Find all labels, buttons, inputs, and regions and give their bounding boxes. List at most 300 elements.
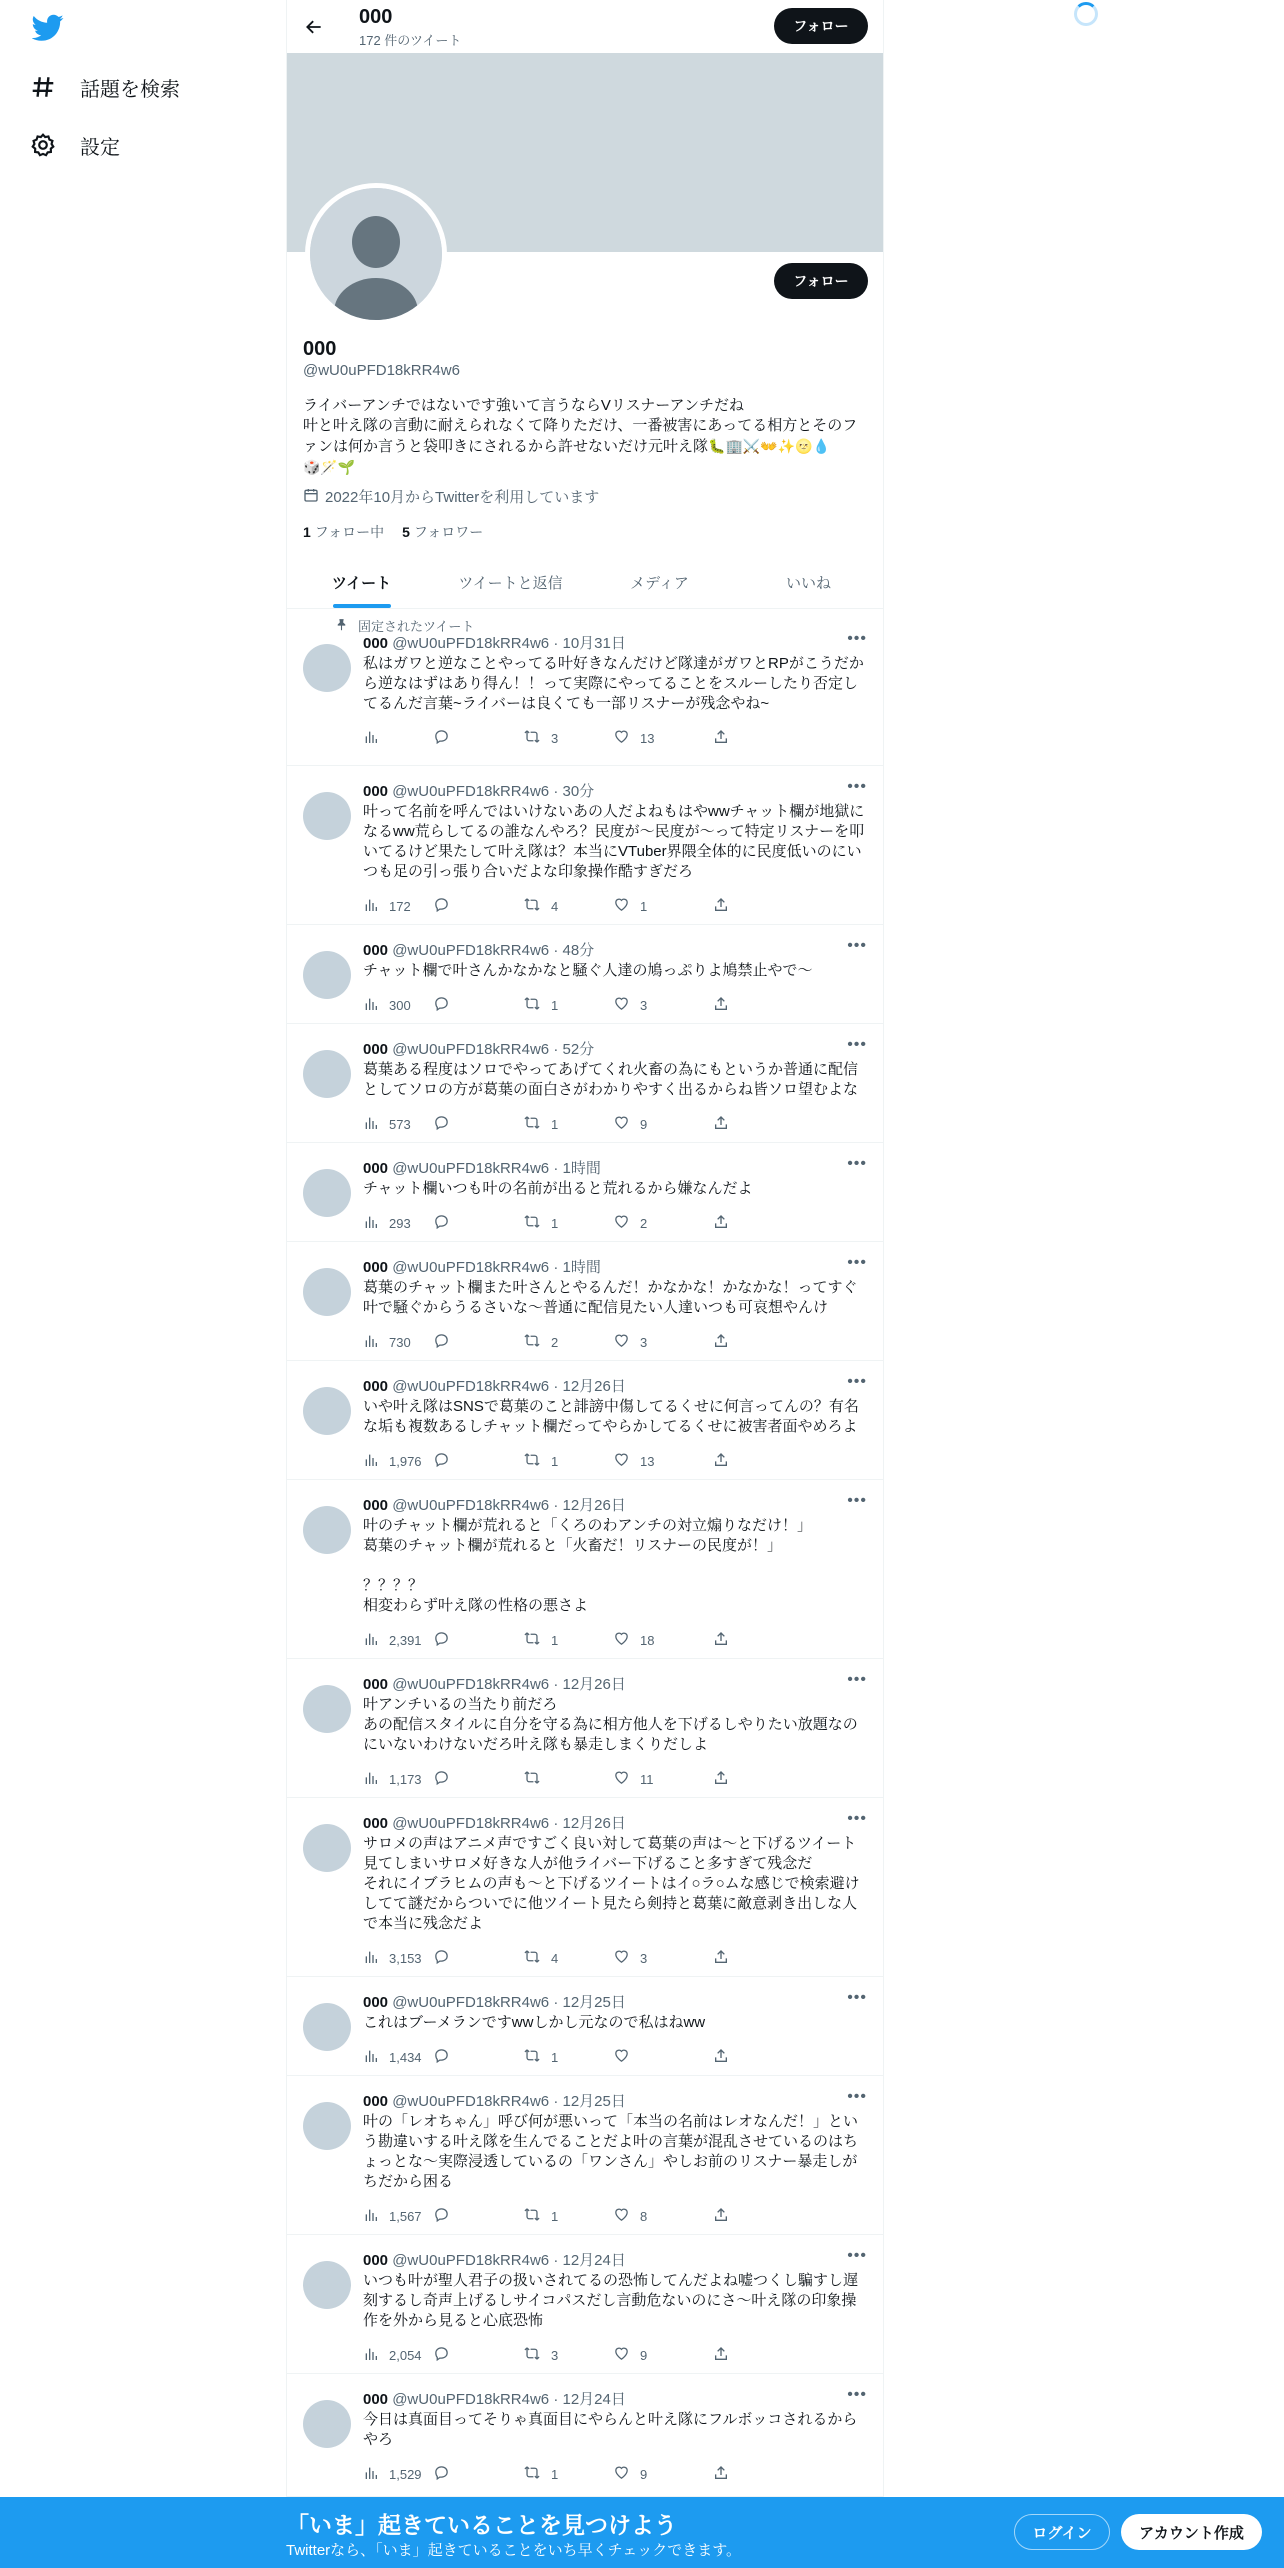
reply-button[interactable] <box>433 1332 523 1352</box>
tweet-time[interactable]: · 1時間 <box>553 1160 601 1177</box>
views-button[interactable] <box>363 728 433 748</box>
reply-icon <box>433 1213 460 1233</box>
tweet-author-name[interactable]: 000 <box>363 2093 389 2110</box>
reply-icon <box>433 1332 460 1352</box>
retweet-button[interactable] <box>523 995 613 1015</box>
tab-tweets[interactable]: ツイート <box>287 556 436 608</box>
tweet[interactable] <box>287 2374 883 2497</box>
tweet[interactable] <box>287 1659 883 1798</box>
nav-item-label: 話題を検索 <box>80 78 180 101</box>
share-icon <box>713 1452 739 1471</box>
views-count: 293 <box>389 1215 411 1231</box>
views-button[interactable] <box>363 2047 433 2067</box>
tweet[interactable] <box>287 2076 883 2235</box>
tweet[interactable] <box>287 925 883 1024</box>
reply-icon <box>433 2345 460 2365</box>
tweet-time[interactable]: · 12月25日 <box>553 2093 626 2110</box>
retweet-icon <box>523 728 551 748</box>
views-icon <box>363 1631 389 1650</box>
tweet-actions <box>363 1948 793 1968</box>
views-button[interactable] <box>363 1451 433 1471</box>
like-count: 3 <box>640 1334 648 1350</box>
tweet-author-handle[interactable]: @wU0uPFD18kRR4w6 <box>392 1041 550 1058</box>
tweet-text: 叶って名前を呼んではいけないあの人だよねもはやwwチャット欄が地獄になるww荒らしてるの誰なんやろ？民度が～民度が～って特定リスナーを叩いてるけど果たして叶え隊は？本当にVTuber界隈全体的に民度低いのにいつも足の引っ張り合いだよな印象操作酷すぎだろ <box>363 803 865 880</box>
tweet-author-name[interactable]: 000 <box>363 942 389 959</box>
twitter-bird-icon[interactable] <box>32 14 64 42</box>
avatar[interactable] <box>303 1824 351 1872</box>
reply-icon <box>433 1630 460 1650</box>
tweet-actions <box>363 2464 793 2484</box>
views-count: 1,976 <box>389 1453 422 1469</box>
like-count: 13 <box>640 1453 655 1469</box>
tweet-author-name[interactable]: 000 <box>363 783 389 800</box>
like-button[interactable] <box>613 896 713 916</box>
tweet-author-name[interactable]: 000 <box>363 1378 389 1395</box>
retweet-button[interactable] <box>523 1630 613 1650</box>
views-count: 730 <box>389 1334 411 1350</box>
retweet-count: 1 <box>551 997 559 1013</box>
more-options-icon[interactable]: ••• <box>847 1492 867 1509</box>
like-button[interactable] <box>613 995 713 1015</box>
reply-icon <box>433 896 460 916</box>
tweet-text: これはブーメランですwwしかし元なので私はねww <box>363 2014 706 2031</box>
like-count: 1 <box>640 898 648 914</box>
avatar[interactable] <box>303 2261 351 2309</box>
following-link[interactable]: 1 フォロー中 <box>303 524 385 540</box>
like-count: 13 <box>640 730 655 746</box>
tweet-author-name[interactable]: 000 <box>363 1259 389 1276</box>
like-button[interactable] <box>613 1630 713 1650</box>
like-button[interactable] <box>613 2206 713 2226</box>
retweet-icon <box>523 1630 551 1650</box>
avatar[interactable] <box>303 644 351 692</box>
tweet-author-handle[interactable]: @wU0uPFD18kRR4w6 <box>392 942 550 959</box>
profile-avatar[interactable] <box>305 183 447 325</box>
retweet-icon <box>523 2464 551 2484</box>
reply-icon <box>433 1114 460 1134</box>
retweet-button[interactable] <box>523 1114 613 1134</box>
tweet-actions <box>363 1114 793 1134</box>
tweet-author-name[interactable]: 000 <box>363 635 389 652</box>
share-button[interactable] <box>713 2206 739 2226</box>
tweet-actions <box>363 2345 793 2365</box>
tweet-time[interactable]: · 12月25日 <box>553 1994 626 2011</box>
tweet-actions <box>363 995 793 1015</box>
joined-text: 2022年10月からTwitterを利用しています <box>325 489 600 506</box>
like-count: 9 <box>640 2347 648 2363</box>
reply-button[interactable] <box>433 2047 523 2067</box>
tweet-text: 今日は真面目ってそりゃ真面目にやらんと叶え隊にフルボッコされるからやろ <box>363 2411 858 2448</box>
like-button[interactable] <box>613 1332 713 1352</box>
tweet-author-handle[interactable]: @wU0uPFD18kRR4w6 <box>392 1378 550 1395</box>
tweet-text: 葛葉のチャット欄また叶さんとやるんだ！かなかな！かなかな！ってすぐ叶で騒ぐからうるさいな～普通に配信見たい人達いつも可哀想やんけ <box>363 1279 858 1316</box>
views-count: 1,173 <box>389 1771 422 1787</box>
views-count: 172 <box>389 898 411 914</box>
tweet-actions <box>363 2047 793 2067</box>
tweet-text: 私はガワと逆なことやってる叶好きなんだけど隊達がガワとRPがこうだから逆なはずはあり得ん！！って実際にやってることをスルーしたり否定してるんだ言葉~ライバーは良くても一部リスナーが残念やね~ <box>363 655 864 712</box>
tweet-author-name[interactable]: 000 <box>363 2391 389 2408</box>
retweet-icon <box>523 896 551 916</box>
tweet-time[interactable]: · 48分 <box>553 942 595 959</box>
tweet[interactable] <box>287 1242 883 1361</box>
retweet-button[interactable] <box>523 1948 613 1968</box>
tweet-time[interactable]: · 10月31日 <box>553 635 626 652</box>
views-icon <box>363 1770 389 1789</box>
tweet-author-handle[interactable]: @wU0uPFD18kRR4w6 <box>392 1497 550 1514</box>
more-options-icon[interactable]: ••• <box>847 2088 867 2105</box>
like-button[interactable] <box>613 1948 713 1968</box>
share-button[interactable] <box>713 1630 739 1650</box>
tweet-author-handle[interactable]: @wU0uPFD18kRR4w6 <box>392 783 550 800</box>
avatar[interactable] <box>303 2400 351 2448</box>
share-icon <box>713 996 739 1015</box>
reply-icon <box>433 2206 460 2226</box>
tweet-text: チャット欄で叶さんかなかなと騒ぐ人達の鳩っぷりよ鳩禁止やで～ <box>363 962 813 979</box>
like-count: 2 <box>640 1215 648 1231</box>
tweet[interactable] <box>287 1480 883 1659</box>
like-button[interactable] <box>613 1769 713 1789</box>
profile-bio <box>303 396 869 477</box>
tweet-time[interactable]: · 12月26日 <box>553 1497 626 1514</box>
reply-icon <box>433 1769 460 1789</box>
heart-icon <box>613 1332 640 1352</box>
share-icon <box>713 2048 739 2067</box>
tweet[interactable] <box>287 766 883 925</box>
views-button[interactable] <box>363 1114 433 1134</box>
retweet-button[interactable] <box>523 2047 613 2067</box>
calendar-icon <box>303 487 319 507</box>
retweet-count: 4 <box>551 898 559 914</box>
tweet-time[interactable]: · 1時間 <box>553 1259 601 1276</box>
share-icon <box>713 1333 739 1352</box>
tweet-text: いや叶え隊はSNSで葛葉のこと誹謗中傷してるくせに何言ってんの？有名な垢も複数あるしチャット欄だってやらかしてるくせに被害者面やめろよ <box>363 1398 859 1435</box>
tweet[interactable] <box>287 1024 883 1143</box>
share-button[interactable] <box>713 1948 739 1968</box>
like-button[interactable] <box>613 1114 713 1134</box>
more-options-icon[interactable]: ••• <box>847 1671 867 1688</box>
retweet-count: 2 <box>551 1334 559 1350</box>
heart-icon <box>613 1630 640 1650</box>
like-button[interactable] <box>613 2345 713 2365</box>
reply-button[interactable] <box>433 1948 523 1968</box>
share-button[interactable] <box>713 2345 739 2365</box>
avatar[interactable] <box>303 792 351 840</box>
signup-button[interactable]: アカウント作成 <box>1121 2514 1262 2550</box>
retweet-button[interactable] <box>523 728 613 748</box>
like-count: 9 <box>640 2466 648 2482</box>
views-icon <box>363 1115 389 1134</box>
retweet-count: 1 <box>551 1453 559 1469</box>
share-icon <box>713 1631 739 1650</box>
tweet-author-handle[interactable]: @wU0uPFD18kRR4w6 <box>392 1676 550 1693</box>
tweet[interactable] <box>287 1977 883 2076</box>
retweet-count: 1 <box>551 2466 559 2482</box>
tweet-header <box>363 1494 626 1515</box>
views-icon <box>363 1333 389 1352</box>
profile-handle: @wU0uPFD18kRR4w6 <box>303 362 460 379</box>
retweet-count: 1 <box>551 2049 559 2065</box>
retweet-button[interactable] <box>523 2464 613 2484</box>
tweet-header <box>363 2388 626 2409</box>
tweet-author-name[interactable]: 000 <box>363 1994 389 2011</box>
heart-icon <box>613 2345 640 2365</box>
like-count: 3 <box>640 997 648 1013</box>
retweet-icon <box>523 1114 551 1134</box>
more-options-icon[interactable]: ••• <box>847 937 867 954</box>
like-button[interactable] <box>613 2047 713 2067</box>
like-count: 8 <box>640 2208 648 2224</box>
reply-button[interactable] <box>433 2206 523 2226</box>
views-icon <box>363 1214 389 1233</box>
tweet-time[interactable]: · 12月24日 <box>553 2391 626 2408</box>
retweet-icon <box>523 1451 551 1471</box>
share-button[interactable] <box>713 1332 739 1352</box>
share-button[interactable] <box>713 1769 739 1789</box>
nav-item-settings[interactable] <box>30 125 120 165</box>
tweet[interactable] <box>287 2235 883 2374</box>
retweet-icon <box>523 1948 551 1968</box>
heart-icon <box>613 896 640 916</box>
avatar[interactable] <box>303 1506 351 1554</box>
views-count: 1,529 <box>389 2466 422 2482</box>
reply-icon <box>433 1948 460 1968</box>
heart-icon <box>613 728 640 748</box>
views-count: 300 <box>389 997 411 1013</box>
share-button[interactable] <box>713 896 739 916</box>
reply-icon <box>433 1451 460 1471</box>
tweet-author-name[interactable]: 000 <box>363 1676 389 1693</box>
more-options-icon[interactable]: ••• <box>847 1373 867 1390</box>
tweet-actions <box>363 1451 793 1471</box>
like-button[interactable] <box>613 1451 713 1471</box>
share-button[interactable] <box>713 1114 739 1134</box>
heart-icon <box>613 1451 640 1471</box>
tweet-author-handle[interactable]: @wU0uPFD18kRR4w6 <box>392 2252 550 2269</box>
more-options-icon[interactable]: ••• <box>847 2386 867 2403</box>
reply-button[interactable] <box>433 1114 523 1134</box>
tweet-time[interactable]: · 12月24日 <box>553 2252 626 2269</box>
reply-button[interactable] <box>433 2464 523 2484</box>
pinned-label: 固定されたツイート <box>358 619 475 634</box>
views-button[interactable] <box>363 1948 433 1968</box>
retweet-count: 3 <box>551 730 559 746</box>
tweet[interactable] <box>287 610 883 766</box>
heart-icon <box>613 995 640 1015</box>
avatar[interactable] <box>303 1050 351 1098</box>
tweet-author-handle[interactable]: @wU0uPFD18kRR4w6 <box>392 1160 550 1177</box>
retweet-count: 1 <box>551 1215 559 1231</box>
views-button[interactable] <box>363 1213 433 1233</box>
tweet-header <box>363 939 594 960</box>
views-icon <box>363 2465 389 2484</box>
follow-stats <box>303 522 483 542</box>
views-button[interactable] <box>363 2345 433 2365</box>
tweet-actions <box>363 1630 793 1650</box>
tweet-header <box>363 780 594 801</box>
tweet-author-name[interactable]: 000 <box>363 2252 389 2269</box>
nav-item-explore[interactable] <box>30 67 180 107</box>
avatar[interactable] <box>303 2102 351 2150</box>
tweet[interactable] <box>287 1143 883 1242</box>
views-button[interactable] <box>363 1630 433 1650</box>
tab-tweets-replies[interactable]: ツイートと返信 <box>458 574 563 592</box>
more-options-icon[interactable]: ••• <box>847 1036 867 1053</box>
bio-line <box>303 416 869 457</box>
tweet-time[interactable]: · 52分 <box>553 1041 595 1058</box>
views-button[interactable] <box>363 995 433 1015</box>
tweet-author-handle[interactable]: @wU0uPFD18kRR4w6 <box>392 635 550 652</box>
views-count: 1,434 <box>389 2049 422 2065</box>
views-icon <box>363 1452 389 1471</box>
tweet-time[interactable]: · 12月26日 <box>553 1378 626 1395</box>
tweet-author-name[interactable]: 000 <box>363 1815 389 1832</box>
share-icon <box>713 2465 739 2484</box>
reply-button[interactable] <box>433 896 523 916</box>
retweet-icon <box>523 2047 551 2067</box>
retweet-count: 3 <box>551 2347 559 2363</box>
tweet-author-name[interactable]: 000 <box>363 1041 389 1058</box>
share-button[interactable] <box>713 1213 739 1233</box>
share-button[interactable] <box>713 728 739 748</box>
views-count: 3,153 <box>389 1950 422 1966</box>
tab-media[interactable]: メディア <box>630 574 689 592</box>
tweet-author-handle[interactable]: @wU0uPFD18kRR4w6 <box>392 2391 550 2408</box>
retweet-button[interactable] <box>523 896 613 916</box>
tweet-header <box>363 632 626 653</box>
avatar[interactable] <box>303 1387 351 1435</box>
tweet-header <box>363 2090 626 2111</box>
profile-column <box>286 0 884 2500</box>
reply-icon <box>433 995 460 1015</box>
like-button[interactable] <box>613 2464 713 2484</box>
like-count: 11 <box>640 1771 654 1787</box>
more-options-icon[interactable]: ••• <box>847 778 867 795</box>
share-button[interactable] <box>713 1451 739 1471</box>
tweet-header <box>363 2249 626 2270</box>
retweet-count: 1 <box>551 2208 559 2224</box>
retweet-button[interactable] <box>523 1213 613 1233</box>
tweet-time[interactable]: · 12月26日 <box>553 1815 626 1832</box>
retweet-icon <box>523 1213 551 1233</box>
tweet-actions <box>363 728 793 748</box>
follow-button[interactable]: フォロー <box>774 263 868 299</box>
heart-icon <box>613 2464 640 2484</box>
reply-button[interactable] <box>433 1630 523 1650</box>
reply-icon <box>433 728 460 748</box>
retweet-button[interactable] <box>523 2345 613 2365</box>
tweet-author-handle[interactable]: @wU0uPFD18kRR4w6 <box>392 1994 550 2011</box>
retweet-button[interactable] <box>523 2206 613 2226</box>
tweet-author-name[interactable]: 000 <box>363 1497 389 1514</box>
avatar[interactable] <box>303 1268 351 1316</box>
reply-button[interactable] <box>433 728 523 748</box>
tweet-actions <box>363 1332 793 1352</box>
reply-button[interactable] <box>433 995 523 1015</box>
more-options-icon[interactable]: ••• <box>847 1254 867 1271</box>
heart-icon <box>613 2206 640 2226</box>
retweet-button[interactable] <box>523 1332 613 1352</box>
share-icon <box>713 2207 739 2226</box>
tweet-author-name[interactable]: 000 <box>363 1160 389 1177</box>
retweet-button[interactable] <box>523 1451 613 1471</box>
more-options-icon[interactable]: ••• <box>847 1810 867 1827</box>
reply-button[interactable] <box>433 1451 523 1471</box>
tweet-author-handle[interactable]: @wU0uPFD18kRR4w6 <box>392 2093 550 2110</box>
views-button[interactable] <box>363 2464 433 2484</box>
tweet-text: 叶のチャット欄が荒れると「くろのわアンチの対立煽りなだけ！」 葛葉のチャット欄が荒れると「火畜だ！リスナーの民度が！」 ？？？？ 相変わらず叶え隊の性格の悪さよ <box>363 1517 812 1614</box>
tab-likes[interactable]: いいね <box>785 574 831 592</box>
reply-button[interactable] <box>433 2345 523 2365</box>
share-button[interactable] <box>713 2464 739 2484</box>
bio-emoji: 🎲🪄🌱 <box>303 459 356 475</box>
tweet-actions <box>363 1769 793 1789</box>
tweet-text: 叶アンチいるの当たり前だろ あの配信スタイルに自分を守る為に相方他人を下げるしやりたい放題なのにいないわけないだろ叶え隊も暴走しまくりだしよ <box>363 1696 858 1753</box>
views-button[interactable] <box>363 2206 433 2226</box>
bio-text: 叶と叶え隊の言動に耐えられなくて降りただけ、一番被害にあってる相方とそのファンは何か言うと袋叩きにされるから許せないだけ元叶え隊 <box>303 417 858 455</box>
share-button[interactable] <box>713 2047 739 2067</box>
share-icon <box>713 1214 739 1233</box>
followers-link[interactable]: 5 フォロワー <box>402 524 484 540</box>
tweet[interactable] <box>287 1798 883 1977</box>
share-button[interactable] <box>713 995 739 1015</box>
avatar[interactable] <box>303 951 351 999</box>
tweet-header <box>363 1256 601 1277</box>
tweet-header <box>363 1991 626 2012</box>
views-count: 573 <box>389 1116 411 1132</box>
avatar[interactable] <box>303 1169 351 1217</box>
more-options-icon[interactable]: ••• <box>847 630 867 647</box>
bio-emoji: 🐛🏢⚔️👐✨🌝💧 <box>708 438 831 454</box>
views-button[interactable] <box>363 1769 433 1789</box>
retweet-button[interactable] <box>523 1769 613 1789</box>
tweet-time[interactable]: · 30分 <box>553 783 595 800</box>
pin-icon <box>335 618 348 634</box>
nav-item-label: 設定 <box>80 136 120 159</box>
avatar[interactable] <box>303 1685 351 1733</box>
tweet-actions <box>363 896 793 916</box>
tweet-time[interactable]: · 12月26日 <box>553 1676 626 1693</box>
more-options-icon[interactable]: ••• <box>847 1989 867 2006</box>
more-options-icon[interactable]: ••• <box>847 1155 867 1172</box>
default-avatar-icon <box>310 188 442 320</box>
follow-button-top[interactable]: フォロー <box>774 8 868 44</box>
reply-button[interactable] <box>433 1213 523 1233</box>
avatar[interactable] <box>303 2003 351 2051</box>
views-icon <box>363 996 389 1015</box>
tweet[interactable] <box>287 1361 883 1480</box>
more-options-icon[interactable]: ••• <box>847 2247 867 2264</box>
tweet-author-handle[interactable]: @wU0uPFD18kRR4w6 <box>392 1259 550 1276</box>
reply-button[interactable] <box>433 1769 523 1789</box>
tweet-author-handle[interactable]: @wU0uPFD18kRR4w6 <box>392 1815 550 1832</box>
like-button[interactable] <box>613 1213 713 1233</box>
views-button[interactable] <box>363 896 433 916</box>
back-arrow-icon[interactable] <box>299 12 329 42</box>
retweet-icon <box>523 2345 551 2365</box>
gear-icon <box>30 132 66 158</box>
share-icon <box>713 897 739 916</box>
views-icon <box>363 897 389 916</box>
retweet-icon <box>523 1769 551 1789</box>
login-button[interactable]: ログイン <box>1014 2514 1110 2550</box>
like-button[interactable] <box>613 728 713 748</box>
views-button[interactable] <box>363 1332 433 1352</box>
views-count: 2,054 <box>389 2347 422 2363</box>
tweet-count: 172 件のツイート <box>359 33 462 48</box>
share-icon <box>713 1949 739 1968</box>
retweet-icon <box>523 2206 551 2226</box>
views-icon <box>363 1949 389 1968</box>
